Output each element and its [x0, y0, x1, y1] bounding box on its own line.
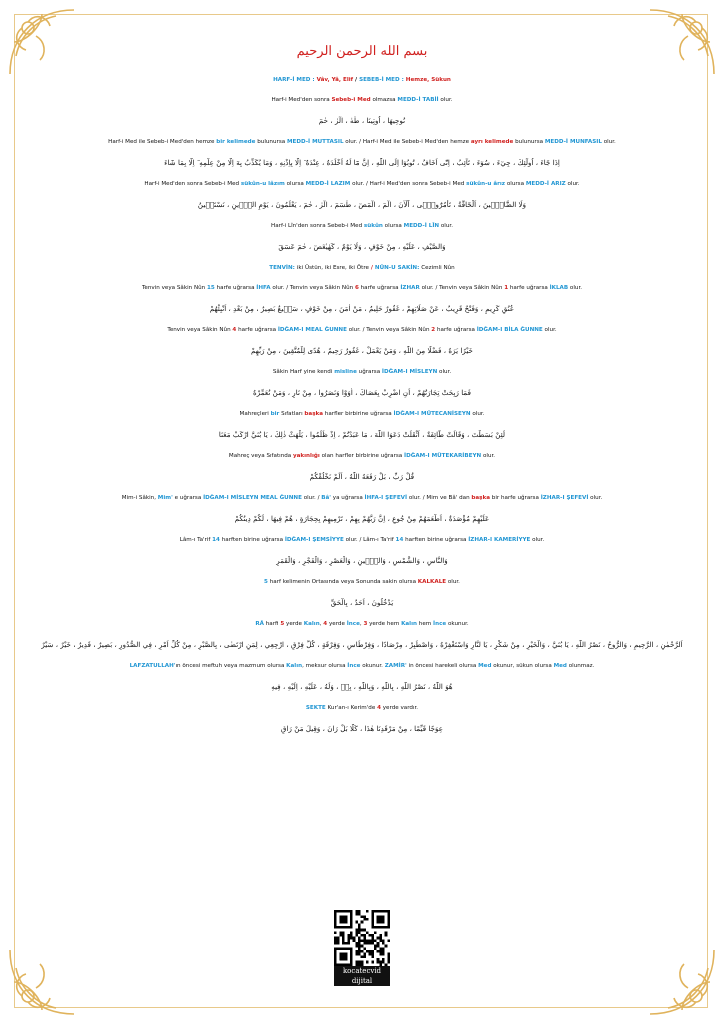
rule-text-segment: Sâkin Harf yine kendi	[272, 369, 335, 375]
rule-section	[30, 368, 694, 410]
rule-text-segment: Mahreç veya Sıfatında	[228, 453, 293, 459]
rule-description	[30, 536, 694, 544]
arabic-examples: عُنُقٍ كَرِيمٍ ، وَفَتْحٌ قَرِيبٌ ، عَنْ صَلَاتِهِمْ ، غَفُورٌ حَلِيمٌ ، مَنْ اٰمَنَ ، مِنْ خَوْفٍ ، سَمٖيعٌ بَصِيرٌ ، مِنْ بَعْدِ ، اَنْبِئْهُمْ	[209, 304, 515, 313]
rule-section	[30, 620, 694, 662]
qr-code-icon[interactable]	[334, 910, 390, 966]
rule-text-segment: İnce	[433, 621, 447, 627]
rule-text-segment: bulunursa	[513, 139, 545, 145]
rule-text-segment: harfi	[263, 621, 281, 627]
rule-text-segment: Tenvin veya Sâkin Nûn	[141, 285, 208, 291]
tajweed-rules	[30, 76, 694, 746]
arabic-examples: فَمَا رَبِحَتْ تِجَارَتُهُمْ ، اَنِ اضْرِبْ بِعَصَاكَ ، اٰوَوْا وَنَصَرُوا ، مِنْ نَارٍ ، وَمَنْ نُعَمِّرْهُ	[252, 388, 472, 397]
rule-text-segment: harfe uğrarsa	[435, 327, 477, 333]
rule-text-segment: /	[368, 265, 375, 271]
rule-text-segment: İHFA-I ŞEFEVİ	[364, 495, 408, 501]
rule-text-segment: Bâ'	[321, 495, 331, 501]
rule-text-segment: olur.	[438, 97, 453, 103]
rule-text-segment: İZHAR	[400, 285, 420, 291]
rule-text-segment: Med	[553, 663, 567, 669]
rule-text-segment: KALKALE	[417, 579, 447, 585]
rule-text-segment: harften birine uğrarsa	[403, 537, 469, 543]
rule-text-segment: olur.	[542, 327, 557, 333]
rule-text-segment: harfe uğrarsa	[214, 285, 257, 291]
rule-text-segment: ,	[359, 621, 364, 627]
rule-description	[30, 452, 694, 460]
rule-text-segment: ayrı kelimede	[470, 139, 514, 145]
arabic-examples: نُوحِيهَا ، اُوتِينَا ، طٰهٰ ، الٓرٰ ، حٰمٓ	[318, 116, 406, 125]
rule-text-segment: LAFZATULLAH'	[129, 663, 176, 669]
arabic-examples: عِوَجًا قَيِّمًا ، مِنْ مَرْقَدِنَا هٰذَا ، كَلَّا بَلْ رَانَ ، وَقِيلَ مَنْ رَاقٍ	[280, 724, 444, 733]
rule-description	[30, 96, 694, 104]
rule-text-segment: HARF-İ MED :	[273, 77, 317, 83]
rule-text-segment: SEKTE	[305, 705, 326, 711]
rule-text-segment: harfler birbirine uğrarsa	[323, 411, 394, 417]
rule-text-segment: sükûn-u lâzım	[240, 181, 285, 187]
corner-ornament-icon	[6, 946, 78, 1018]
rule-text-segment: olur.	[568, 285, 583, 291]
rule-text-segment: İZHAR-I KAMERİYYE	[468, 537, 531, 543]
rule-text-segment: Harf-i Med'den sonra	[271, 97, 332, 103]
rule-text-segment: İZHAR-I ŞEFEVİ	[540, 495, 589, 501]
rule-text-segment: TENVİN:	[269, 265, 297, 271]
rule-text-segment: yakınlığı	[293, 453, 320, 459]
rule-section	[30, 536, 694, 578]
rule-text-segment: İDĞAM-I BİLA ĞUNNE	[476, 327, 543, 333]
rule-text-segment: yerde	[284, 621, 304, 627]
rule-text-segment: harfe uğrarsa	[508, 285, 550, 291]
rule-text-segment: ya uğrarsa	[331, 495, 365, 501]
rule-text-segment: 5	[280, 621, 285, 627]
arabic-examples: عَلَيْهِمْ مُؤْصَدَةٌ ، اَطْعَمَهُمْ مِنْ جُوعٍ ، اِنَّ رَبَّهُمْ بِهِمْ ، تَرْمِيهِمْ بِحِجَارَةٍ ، هُمْ فِيهَا ، لَكُمْ دِينُكُمْ	[234, 514, 490, 523]
rule-section	[30, 264, 694, 326]
rule-section	[30, 410, 694, 452]
rule-text-segment: 4	[232, 327, 237, 333]
rule-description	[30, 284, 694, 292]
rule-text-segment: olur.	[530, 537, 545, 543]
rule-text-segment: Sebeb-i Med	[331, 97, 371, 103]
rule-text-segment: 6	[354, 285, 359, 291]
rule-text-segment: İDĞAM-I MEAL ĞUNNE	[277, 327, 347, 333]
qr-label: kocatecvid dijital	[334, 966, 390, 986]
rule-text-segment: uğrarsa	[356, 369, 382, 375]
rule-text-segment: okunur, sükun olursa	[491, 663, 554, 669]
rule-text-segment: olmazsa	[370, 97, 398, 103]
rule-text-segment: olur. / Lâm-ı Ta'rif	[343, 537, 396, 543]
rule-text-segment: bir harfe uğrarsa	[490, 495, 541, 501]
rule-text-segment: İnce	[346, 621, 360, 627]
rule-text-segment: bulunursa	[255, 139, 287, 145]
rule-text-segment: yerde vardır.	[380, 705, 419, 711]
rule-text-segment: olunmaz.	[566, 663, 595, 669]
rule-text-segment: Harf-i Med'den sonra Sebeb-i Med	[144, 181, 241, 187]
rule-text-segment: 4	[377, 705, 381, 711]
rule-text-segment: İDĞAM-I MÜTECANİSEYN	[393, 411, 471, 417]
rule-section	[30, 138, 694, 180]
rule-text-segment: harf kelimenin Ortasında veya Sonunda sakin olursa	[267, 579, 418, 585]
rule-text-segment: yerde hem	[367, 621, 402, 627]
rule-text-segment: 1	[504, 285, 509, 291]
arabic-examples: يَدْخُلُونَ ، اَحَدٌ ، بِالْحَقِّ	[330, 598, 394, 607]
rule-text-segment: Sıfatları	[279, 411, 305, 417]
rule-text-segment: 5	[264, 579, 268, 585]
rule-text-segment: iki Üstün, iki Esre, iki Ötre	[296, 265, 369, 271]
rule-text-segment: misline	[334, 369, 357, 375]
rule-text-segment: İDĞAM-I MÜTEKARİBEYN	[404, 453, 482, 459]
rule-text-segment: Hemze, Sükun	[405, 77, 451, 83]
rule-description	[30, 620, 694, 628]
rule-text-segment: yerde	[327, 621, 347, 627]
rule-text-segment: olur. / Mim ve Bâ' dan	[407, 495, 472, 501]
rule-text-segment: , meksur olursa	[302, 663, 348, 669]
rule-text-segment: sükûn	[363, 223, 383, 229]
rule-text-segment: olur.	[446, 579, 460, 585]
rule-text-segment: olur.	[439, 223, 453, 229]
rule-text-segment: olursa	[505, 181, 526, 187]
rule-text-segment: 3	[363, 621, 368, 627]
rule-text-segment: ,	[319, 621, 324, 627]
rule-text-segment: in öncesi harekeli olursa	[406, 663, 479, 669]
rule-text-segment: 4	[323, 621, 328, 627]
rule-text-segment: Kalın	[303, 621, 320, 627]
rule-text-segment: 15	[207, 285, 215, 291]
rule-text-segment: olur. / Harf-i Med ile Sebeb-i Med'den hemze	[343, 139, 471, 145]
rule-text-segment: Mim'	[157, 495, 173, 501]
rule-description	[30, 578, 694, 586]
rule-text-segment: okunur.	[446, 621, 469, 627]
rule-text-segment: Vâv, Yâ, Elif	[316, 77, 354, 83]
rule-text-segment: olur. / Harf-i Med'den sonra Sebeb-i Med	[350, 181, 467, 187]
rule-text-segment: Lâm-ı Ta'rif	[179, 537, 213, 543]
rule-text-segment: sükûn-u ârız	[466, 181, 506, 187]
arabic-examples: وَالنَّاسِ ، وَالشَّمْسِ ، وَالتّٖينِ ، وَالْعَصْرِ ، وَالْفَجْرِ ، وَالْقَمَرِ	[276, 556, 448, 565]
rule-text-segment: MEDD-İ LAZIM	[305, 181, 351, 187]
rule-description	[30, 704, 694, 712]
rule-text-segment: okunur.	[360, 663, 385, 669]
rule-text-segment: başka	[471, 495, 491, 501]
rule-text-segment: olur. /	[301, 495, 322, 501]
rule-text-segment: hem	[417, 621, 433, 627]
rule-description	[30, 326, 694, 334]
rule-text-segment: Mahreçleri	[239, 411, 271, 417]
rule-text-segment: olan harfler birbirine uğrarsa	[319, 453, 405, 459]
arabic-examples: قُلْ رَبِّ ، بَلْ رَفَعَهُ اللّٰهُ ، اَلَمْ نَخْلُقْكُمْ	[309, 472, 415, 481]
rule-text-segment: İHFA	[256, 285, 271, 291]
rule-section	[30, 662, 694, 704]
rule-text-segment: Kalın	[286, 663, 303, 669]
rule-section	[30, 494, 694, 536]
rule-section	[30, 180, 694, 222]
page-content	[30, 38, 694, 746]
rule-text-segment: İDĞAM-I MİSLEYN	[381, 369, 438, 375]
rule-text-segment: MEDD-İ LÎN	[403, 223, 440, 229]
rule-text-segment: 14	[395, 537, 404, 543]
rule-text-segment: Tenvin veya Sâkin Nûn	[167, 327, 233, 333]
rule-text-segment: MEDD-İ ARIZ	[525, 181, 566, 187]
arabic-examples: وَلَا الضَّٓالّٖينَ ، اَلْحَٓاقَّةُ ، تَأْمُرُٓونّٖى ، اَٰلْاٰنَ ، الٓمٓ ، الٓمٓصٓ ، طٰسٓمٓ ، الٓرٰ ، حٰمٓ ، يَعْلَمُونَ ، يَوْمِ الدّٖينِ ، نَسْتَعٖينُ	[197, 200, 527, 209]
rule-description	[30, 410, 694, 418]
rule-text-segment: 2	[431, 327, 436, 333]
rule-text-segment: SEBEB-İ MED :	[359, 77, 406, 83]
rule-text-segment: bir	[270, 411, 280, 417]
rule-description	[30, 368, 694, 376]
rule-text-segment: olur.	[437, 369, 452, 375]
section-heading	[30, 76, 694, 84]
rule-section	[30, 222, 694, 264]
rule-text-segment: Harf-i Med ile Sebeb-i Med'den hemze	[108, 139, 217, 145]
rule-text-segment: harften birine uğrarsa	[219, 537, 285, 543]
rule-text-segment: olur.	[565, 181, 580, 187]
rule-text-segment: olur. / Tenvin veya Sâkin Nûn	[270, 285, 355, 291]
arabic-examples: اَلرَّحْمٰنِ ، الرَّحِيمِ ، وَالرُّوحُ ، نَصْرُ اللّٰهِ ، يَا بُنَيَّ ، وَالْخَيْرِ ، مِنْ شَكْرٍ ، يَا لنَّارِ وَاسْتَغْفِرْهُ ، وَاصْطَبِرْ ، مِرْصَادًا ، وَفِرْطَاسٍ ، وَفِرْقَةٍ ، كُلُّ فِرْقٍ ، ارْجِعِي ، لِمَنِ ارْتَضٰى ، بِالصَّبْرِ ، مِنْ كُلِّ اَمْرٍ ، فِي الصُّدُورِ ، بَصِيرٌ ، قَدِيرٌ ، خَيْرٌ ، سَيْرٌ	[41, 640, 683, 649]
section-heading	[30, 264, 694, 272]
rule-section	[30, 76, 694, 138]
rule-text-segment: olur.	[470, 411, 485, 417]
rule-section	[30, 578, 694, 620]
rule-text-segment: başka	[304, 411, 324, 417]
rule-text-segment: 14	[212, 537, 220, 543]
rule-text-segment: ın öncesi meftuh veya mazmum olursa	[175, 663, 287, 669]
rule-text-segment: Kalın	[401, 621, 417, 627]
rule-description	[30, 138, 694, 146]
rule-text-segment: e uğrarsa	[172, 495, 204, 501]
rule-text-segment: Harf-i Lîn'den sonra Sebeb-i Med	[271, 223, 364, 229]
corner-ornament-icon	[646, 946, 718, 1018]
rule-text-segment: olur. / Tenvin veya Sâkin Nûn	[419, 285, 505, 291]
rule-text-segment: olur.	[481, 453, 496, 459]
rule-text-segment: Mim-i Sâkin,	[121, 495, 158, 501]
rule-text-segment: harfe uğrarsa	[236, 327, 278, 333]
rule-text-segment: RÂ	[255, 621, 264, 627]
rule-text-segment: İKLAB	[549, 285, 569, 291]
rule-section	[30, 704, 694, 746]
rule-section	[30, 452, 694, 494]
arabic-examples: هُوَ اللّٰهُ ، نَصْرُ اللّٰهِ ، بِاللّٰهِ ، وَبِاللّٰهِ ، بِهٖ ، وَلَهُ ، عَلَيْهِ ، اِلَيْهِ ، فِيهِ	[271, 682, 453, 691]
rule-text-segment: İnce	[347, 663, 361, 669]
rule-text-segment: MEDD-İ MUTTASIL	[286, 139, 344, 145]
rule-description	[30, 180, 694, 188]
rule-text-segment: harfe uğrarsa	[358, 285, 401, 291]
rule-text-segment: /	[353, 77, 360, 83]
rule-text-segment: Med	[478, 663, 492, 669]
arabic-examples: خَيْرًا يَرَهُ ، فَضْلًا مِنَ اللّٰهِ ، وَمَنْ يَعْمَلْ ، غَفُورٌ رَحِيمٌ ، هُدًى لِلْمُتَّقِينَ ، مِنْ رَبِّهِمْ	[251, 346, 473, 355]
rule-description	[30, 222, 694, 230]
rule-text-segment: MEDD-İ MUNFASIL	[544, 139, 602, 145]
arabic-examples: اِذَا جَٓاءَ ، اُولٰٓئِكَ ، جِيٓءَ ، سُوٓءَ ، تَآئِبُ ، اِنّٓى اَخَافُ ، تُوبُوٓا اِلَى اللّٰهِ ، اِنَّ مَٓا لَهُ اَخْلَدَهُ ، عِنْدَهُ ٓ اِلَّا بِاِذْنِهِ ، وَمَا يُكَذِّبُ بِهٓ اِلَّا مِنْ عِلْمِهِ ٓ اِلَّا بِمَا شَٓاءَ	[164, 158, 560, 167]
rule-text-segment: İDĞAM-I ŞEMSİYYE	[284, 537, 344, 543]
rule-text-segment: MEDD-İ TABİİ	[397, 97, 439, 103]
basmala-heading: بسم الله الرحمن الرحيم	[296, 44, 428, 59]
rule-text-segment: İDĞAM-I MİSLEYN MEAL ĞUNNE	[203, 495, 302, 501]
rule-text-segment: bir kelimede	[216, 139, 256, 145]
rule-description	[30, 494, 694, 502]
rule-text-segment: olursa	[284, 181, 306, 187]
rule-text-segment: olur.	[588, 495, 603, 501]
arabic-examples: وَالصَّيْفِ ، عَلَيْهِ ، مِنْ خَوْفٍ ، وَلَا يَوْمٌ ، كٓهٰيٰعٓصٓ ، حٰمٓ عٓسٓقٓ	[278, 242, 446, 251]
rule-text-segment: ZAMİR'	[384, 663, 407, 669]
rule-description	[30, 662, 694, 670]
arabic-examples: لَئِنْ بَسَطْتَ ، وَقَالَتْ طَٓائِفَةٌ ، اَثْقَلَتْ دَعَوَا اللّٰهَ ، مَا عَبَدْتُمْ ، اِذْ ظَلَمُوا ، يَلْهَثْ ذٰلِكَ ، يَا بُنَيَّ ارْكَبْ مَعَنَا	[218, 430, 506, 439]
rule-text-segment: NÛN-U SAKİN:	[374, 265, 422, 271]
rule-text-segment: Kur'an-ı Kerim'de	[325, 705, 378, 711]
rule-text-segment: olur. / Tenvin veya Sâkin Nûn	[346, 327, 432, 333]
rule-text-segment: Cezimli Nûn	[421, 265, 455, 271]
rule-text-segment: olur.	[601, 139, 616, 145]
rule-section	[30, 326, 694, 368]
rule-text-segment: olursa	[382, 223, 404, 229]
